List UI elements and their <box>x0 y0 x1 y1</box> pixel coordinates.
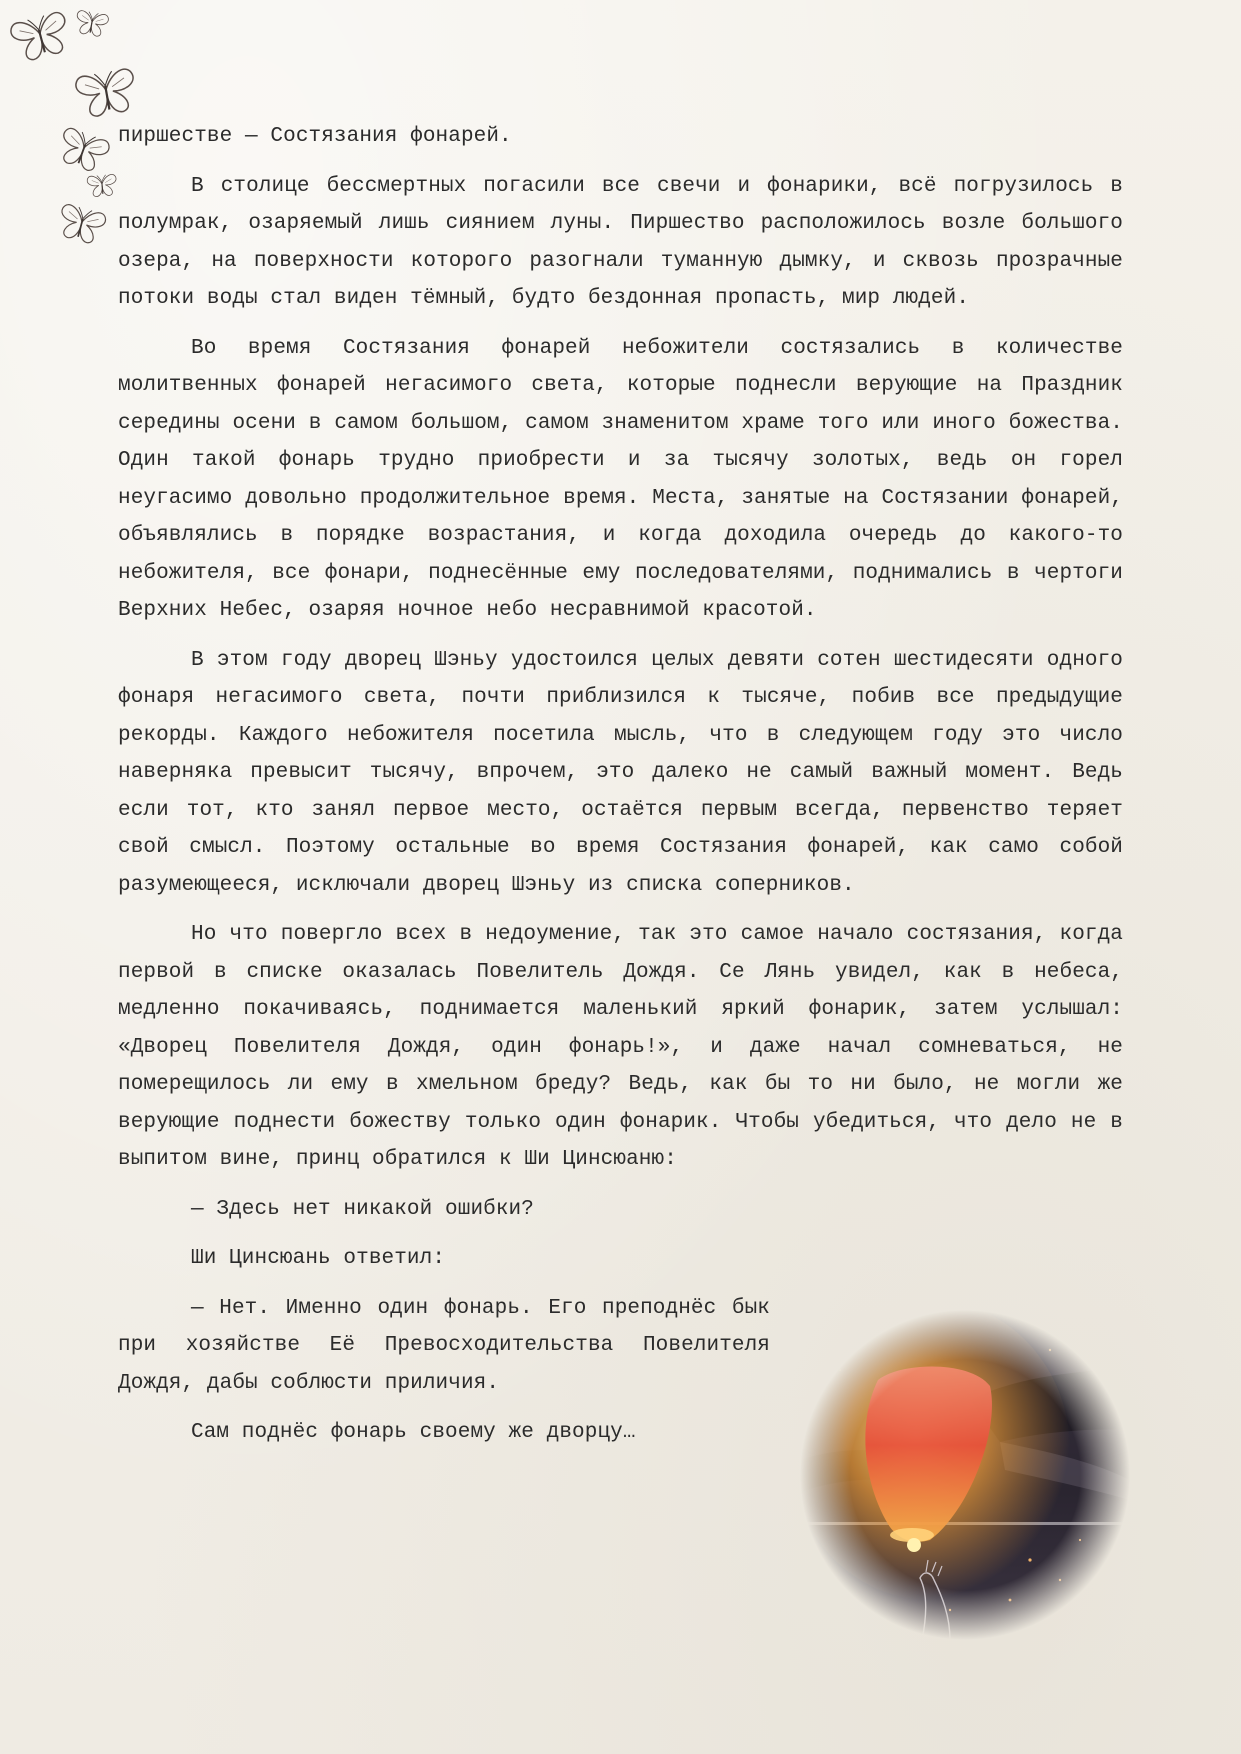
sky-lantern-illustration <box>800 1310 1130 1640</box>
paragraph: Сам поднёс фонарь своему же дворцу… <box>191 1421 636 1444</box>
paragraph: В этом году дворец Шэньу удостоился целых девяти сотен шестидесяти одного фонаря негасимого света, почти приблизился к тысяче, побив все предыдущие рекорды. Каждого небожителя посетила мысль, что в следующем году это число наверняка превысит тысячу, впрочем, это далеко не самый важный момент. Ведь если тот, кто занял первое место, остаётся первым всегда, первенство теряет свой смысл. Поэтому остальные во время Состязания фонарей, как само собой разумеющееся, исключали дворец Шэньу из списка соперников. <box>118 648 1123 897</box>
paragraph: Во время Состязания фонарей небожители состязались в количестве молитвенных фонарей негасимого света, которые поднесли верующие на Праздник середины осени в самом большом, самом знаменитом храме того или иного божества. Один такой фонарь трудно приобрести и за тысячу золотых, ведь он горел неугасимо довольно продолжительное время. Места, занятые на Состязании фонарей, объявлялись в порядке возрастания, и когда доходила очередь до какого-то небожителя, все фонари, поднесённые ему последователями, поднимались в чертоги Верхних Небес, озаряя ночное небо несравнимой красотой. <box>118 336 1123 622</box>
dialogue-line: — Здесь нет никакой ошибки? <box>191 1197 534 1221</box>
paragraph: Ши Цинсюань ответил: <box>191 1247 446 1270</box>
paragraph: Но что повергло всех в недоумение, так это самое начало состязания, когда первой в списке оказалась Повелитель Дождя. Се Лянь увидел, как в небеса, медленно покачиваясь, поднимается маленький яркий фонарик, затем услышал: «Дворец Повелителя Дождя, один фонарь!», и даже начал сомневаться, не померещилось ли ему в хмельном бреду? Ведь, как бы то ни было, не могли же верующие поднести божеству только один фонарик. Чтобы убедиться, что дело не в выпитом вине, принц обратился к Ши Цинсюаню: <box>118 923 1123 1171</box>
dialogue-line: — Нет. Именно один фонарь. Его преподнёс бык при хозяйстве Её Превосходительства Повелителя Дождя, дабы соблюсти приличия. <box>118 1296 770 1395</box>
body-text <box>118 118 1123 1464</box>
paragraph: В столице бессмертных погасили все свечи и фонарики, всё погрузилось в полумрак, озаряемый лишь сиянием луны. Пиршество расположилось возле большого озера, на поверхности которого разогнали туманную дымку, и сквозь прозрачные потоки воды стал виден тёмный, будто бездонная пропасть, мир людей. <box>118 174 1123 310</box>
paragraph-continuation: пиршестве — Состязания фонарей. <box>118 125 512 148</box>
